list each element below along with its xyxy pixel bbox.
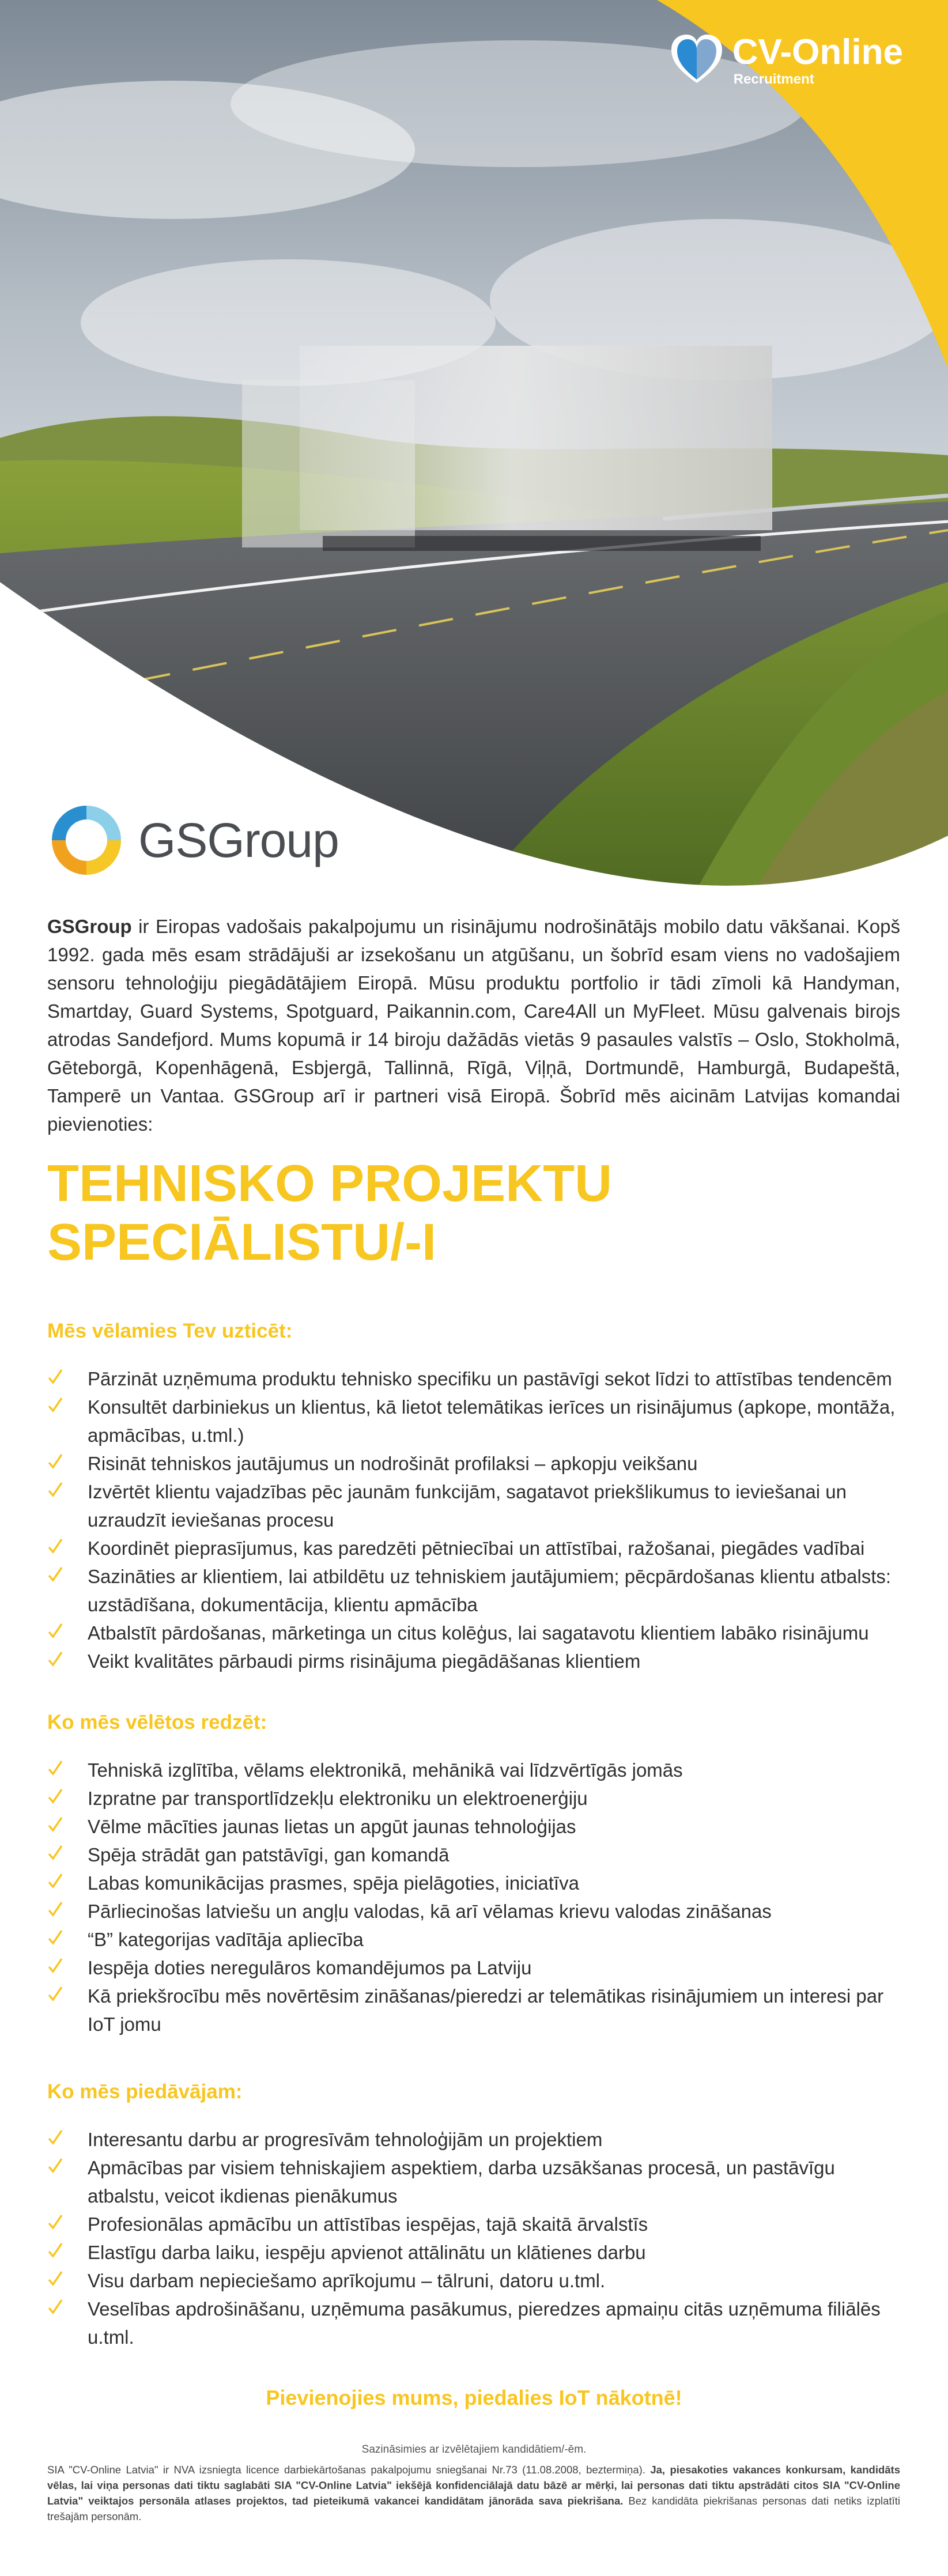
check-icon xyxy=(47,1788,63,1805)
legal-text-1: SIA "CV-Online Latvia" ir NVA izsniegta licence darbiekārtošanas pakalpojumu sniegšanai Nr.73 (11.08.2008, beztermiņa). xyxy=(47,2464,651,2476)
section-heading-responsibilities: Mēs vēlamies Tev uzticēt: xyxy=(47,1320,293,1342)
list-item: Izpratne par transportlīdzekļu elektroniku un elektroenerģiju xyxy=(47,1784,912,1812)
list-item: Veselības apdrošināšanu, uzņēmuma pasākumus, pieredzes apmaiņu citās uzņēmuma filiālēs u.tml. xyxy=(47,2295,912,2351)
check-icon xyxy=(47,1816,63,1833)
call-to-action: Pievienojies mums, piedalies IoT nākotnē! xyxy=(266,2386,682,2409)
hero-photo xyxy=(0,0,948,899)
check-icon xyxy=(47,1650,63,1668)
cv-online-logo xyxy=(669,32,903,88)
legal-footer xyxy=(47,2462,900,2524)
list-item: Pārliecinošas latviešu un angļu valodas, kā arī vēlamas krievu valodas zināšanas xyxy=(47,1897,912,1925)
check-icon xyxy=(47,1901,63,1918)
check-icon xyxy=(47,1396,63,1414)
check-icon xyxy=(47,2242,63,2259)
check-icon xyxy=(47,2157,63,2174)
list-item: Koordinēt pieprasījumus, kas paredzēti pētniecībai un attīstībai, ražošanai, piegādes vadībai xyxy=(47,1534,912,1562)
consent-note: Sazināsimies ar izvēlētajiem kandidātiem/-ēm. xyxy=(361,2443,587,2456)
intro-company-name: GSGroup xyxy=(47,916,132,937)
gsgroup-wordmark: GSGroup xyxy=(138,813,339,867)
list-item: Sazināties ar klientiem, lai atbildētu uz tehniskiem jautājumiem; pēcpārdošanas klientu atbalsts: uzstādīšana, dokumentācija, klientu apmācība xyxy=(47,1562,912,1619)
check-icon xyxy=(47,1872,63,1890)
list-item: Veikt kvalitātes pārbaudi pirms risinājuma piegādāšanas klientiem xyxy=(47,1647,912,1675)
list-item: Apmācības par visiem tehniskajiem aspektiem, darba uzsākšanas procesā, un pastāvīgu atbalstu, veicot ikdienas pienākumus xyxy=(47,2154,912,2210)
cv-online-name: CV-Online xyxy=(732,32,903,72)
gsgroup-logo-icon xyxy=(47,801,126,879)
list-item: Tehniskā izglītība, vēlams elektronikā, mehānikā vai līdzvērtīgās jomās xyxy=(47,1756,912,1784)
check-icon xyxy=(47,2129,63,2146)
legal-text-bold: Ja, piesakoties vakances konkursam, kandidāts vēlas, lai viņa personas dati tiktu saglabāti SIA "CV-Online Latvia" iekšējā konfidenciālajā datu bāzē ar mērķi, lai personas dati tiktu apstrādāti citos SIA "CV-Online Latvia" veiktajos personāla atlases projektos, tad pieteikumā vakancei kandidātam jānorāda sava piekrišana. xyxy=(47,2464,900,2507)
check-icon xyxy=(47,1929,63,1946)
check-icon xyxy=(47,1481,63,1498)
offer-list xyxy=(47,2125,912,2351)
check-icon xyxy=(47,2214,63,2231)
check-icon xyxy=(47,1844,63,1861)
check-icon xyxy=(47,1566,63,1583)
gsgroup-logo xyxy=(47,801,339,879)
check-icon xyxy=(47,2298,63,2316)
check-icon xyxy=(47,1957,63,1974)
list-item: Iespēja doties neregulāros komandējumos pa Latviju xyxy=(47,1954,912,1982)
legal-text-2: Bez kandidāta piekrišanas personas dati netiks izplatīti trešajām personām. xyxy=(47,2495,900,2522)
responsibilities-list xyxy=(47,1365,912,1675)
check-icon xyxy=(47,1985,63,2003)
list-item: “B” kategorijas vadītāja apliecība xyxy=(47,1925,912,1954)
intro-paragraph xyxy=(47,912,900,1138)
list-item: Vēlme mācīties jaunas lietas un apgūt jaunas tehnoloģijas xyxy=(47,1812,912,1841)
check-icon xyxy=(47,1368,63,1385)
cv-online-subtitle: Recruitment xyxy=(733,71,814,87)
cv-online-heart-icon xyxy=(669,32,724,88)
list-item: Pārzināt uzņēmuma produktu tehnisko specifiku un pastāvīgi sekot līdzi to attīstības tendencēm xyxy=(47,1365,912,1393)
list-item: Kā priekšrocību mēs novērtēsim zināšanas/pieredzi ar telemātikas risinājumiem un interesi par IoT jomu xyxy=(47,1982,912,2038)
intro-text: ir Eiropas vadošais pakalpojumu un risinājumu nodrošinātājs mobilo datu vākšanai. Kopš 1992. gada mēs esam strādājuši ar izsekošanu un atgūšanu, un šobrīd esam viens no vadošajiem sensoru tehnoloģiju piegādātājiem Eiropā. Mūsu produktu portfolio ir tādi zīmoli kā Handyman, Smartday, Guard Systems, Spotguard, Paikannin.com, Care4All un MyFleet. Mūsu galvenais birojs atrodas Sandefjord. Mums kopumā ir 14 biroju dažādās vietās 9 pasaules valstīs – Oslo, Stokholmā, Gēteborgā, Kopenhāgenā, Esbjergā, Tallinnā, Rīgā, Viļņā, Dortmundē, Hamburgā, Budapeštā, Tamperē un Vantaa. GSGroup arī ir partneri visā Eiropā. Šobrīd mēs aicinām Latvijas komandai pievienoties: xyxy=(47,916,900,1135)
list-item: Interesantu darbu ar progresīvām tehnoloģijām un projektiem xyxy=(47,2125,912,2154)
job-title-line-2: SPECIĀLISTU/-I xyxy=(47,1214,437,1271)
job-title xyxy=(47,1154,612,1272)
list-item: Elastīgu darba laiku, iespēju apvienot attālinātu un klātienes darbu xyxy=(47,2238,912,2267)
check-icon xyxy=(47,1759,63,1777)
list-item: Visu darbam nepieciešamo aprīkojumu – tālruni, datoru u.tml. xyxy=(47,2267,912,2295)
hero-banner xyxy=(0,0,948,899)
section-heading-offer: Ko mēs piedāvājam: xyxy=(47,2080,243,2103)
check-icon xyxy=(47,1538,63,1555)
list-item: Izvērtēt klientu vajadzības pēc jaunām funkcijām, sagatavot priekšlikumus to ieviešanai un uzraudzīt ieviešanas procesu xyxy=(47,1478,912,1534)
list-item: Risināt tehniskos jautājumus un nodrošināt profilaksi – apkopju veikšanu xyxy=(47,1449,912,1478)
check-icon xyxy=(47,2270,63,2287)
section-heading-requirements: Ko mēs vēlētos redzēt: xyxy=(47,1711,267,1733)
requirements-list xyxy=(47,1756,912,2038)
list-item: Konsultēt darbiniekus un klientus, kā lietot telemātikas ierīces un risinājumus (apkope, montāža, apmācības, u.tml.) xyxy=(47,1393,912,1449)
check-icon xyxy=(47,1453,63,1470)
list-item: Labas komunikācijas prasmes, spēja pielāgoties, iniciatīva xyxy=(47,1869,912,1897)
list-item: Atbalstīt pārdošanas, mārketinga un citus kolēģus, lai sagatavotu klientiem labāko risinājumu xyxy=(47,1619,912,1647)
list-item: Profesionālas apmācību un attīstības iespējas, tajā skaitā ārvalstīs xyxy=(47,2210,912,2238)
list-item: Spēja strādāt gan patstāvīgi, gan komandā xyxy=(47,1841,912,1869)
job-title-line-1: TEHNISKO PROJEKTU xyxy=(47,1155,613,1213)
check-icon xyxy=(47,1622,63,1640)
